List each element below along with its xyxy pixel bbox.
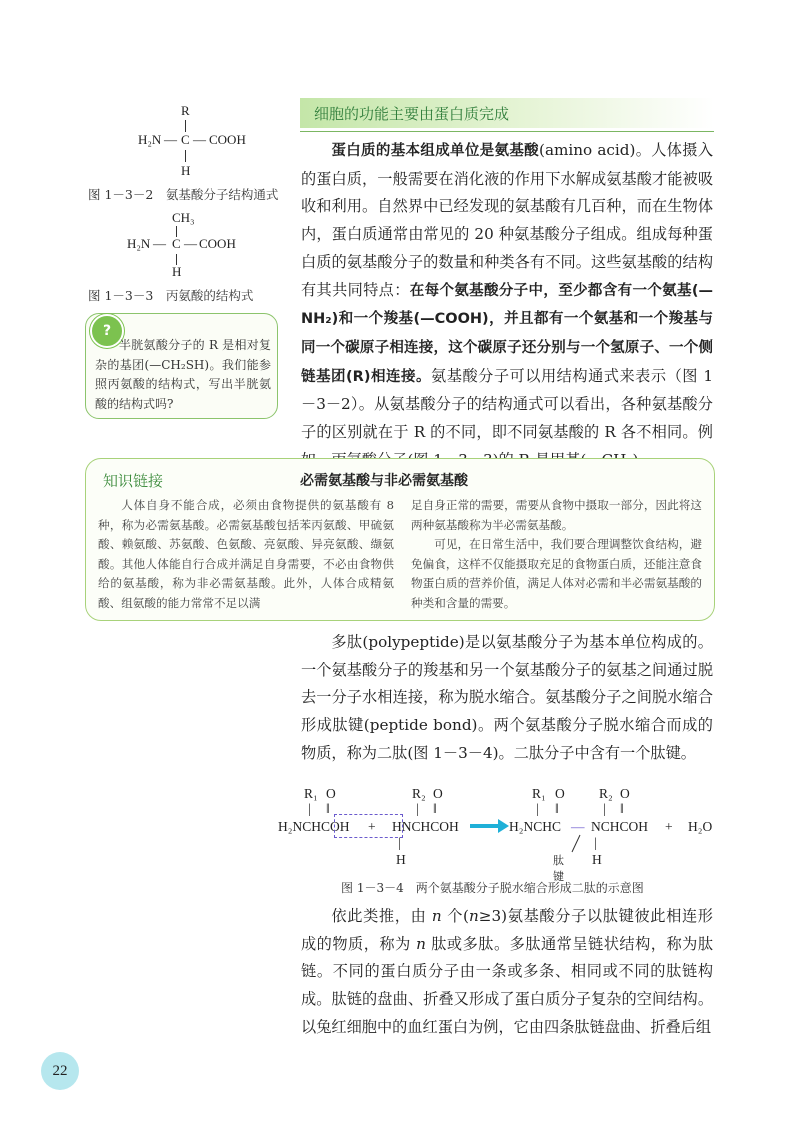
o1-label: O — [555, 786, 565, 801]
question-text: 半胱氨酸分子的 R 是相对复杂的基团(—CH₂SH)。我们能参照丙氨酸的结构式，写出半胱氨酸的结构式吗? — [95, 338, 271, 411]
var-n: n — [431, 907, 442, 925]
var-n: n — [416, 934, 426, 953]
formula-h2n: H₂N — [127, 236, 151, 251]
knowledge-link-col2-p2: 可见，在日常生活中，我们要合理调整饮食结构，避免偏食，这样不仅能摄取充足的食物蛋白质，还能注意食物蛋白质的营养价值，满足人体对必需和半必需氨基酸的种类和含量的需要。 — [411, 537, 702, 610]
bond-line — [185, 150, 186, 162]
text-run: ≥3)氨基酸分子以肽键彼此相连形成的物质，称为 — [301, 907, 713, 953]
formula-h2n: H₂N — [138, 132, 162, 147]
water-label: H₂O — [688, 819, 713, 834]
page-number: 22 — [41, 1052, 79, 1090]
r2-label: R₂ — [599, 786, 613, 801]
bond-single: | — [536, 801, 539, 816]
product-part-1: H₂NCHC — [509, 819, 561, 834]
bold-lead: 蛋白质的基本组成单位是氨基酸 — [331, 143, 540, 159]
paragraph-amino-acid — [301, 137, 713, 474]
section-header — [300, 98, 714, 128]
r1-label: R₁ — [532, 786, 546, 801]
knowledge-link-col1: 人体自身不能合成，必须由食物提供的氨基酸有 8 种，称为必需氨基酸。必需氨基酸包括苯丙氨酸、甲硫氨酸、赖氨酸、苏氨酸、色氨酸、亮氨酸、异亮氨酸、缬氨酸。其他人体能自行合成并满足自身需要，不必由食物供给的氨基酸，称为非必需氨基酸。此外，人体合成精氨酸、组氨酸的能力常常不足以满 — [98, 498, 394, 610]
h-label: H — [592, 852, 602, 867]
figure-caption-1-3-3: 图 1－3－3 丙氨酸的结构式 — [88, 288, 254, 303]
formula-dash: — — [153, 236, 166, 251]
text-run: 个( — [441, 907, 469, 925]
section-divider — [300, 131, 714, 132]
bond-single: | — [416, 801, 419, 816]
formula-c: C — [172, 236, 181, 251]
plus-sign: + — [368, 819, 376, 834]
reaction-arrow-icon — [470, 818, 510, 834]
peptide-bond-label: 肽键 — [553, 854, 564, 883]
formula-cooh: COOH — [209, 132, 246, 147]
plus-sign: + — [665, 819, 673, 834]
bond-line — [185, 120, 186, 132]
formula-cooh: COOH — [199, 236, 236, 251]
text-run: 氨基酸分子可以用结构通式来表示（图 1－3－2）。从氨基酸分子的结构通式可以看出，各种氨基酸分子的区别就在于 R 的不同，即不同氨基酸的 R 各不相同。例 — [301, 366, 713, 442]
formula-dash: — — [164, 132, 177, 147]
bond-single: | — [594, 835, 597, 850]
formula-h: H — [172, 264, 182, 279]
paragraph-peptide-chain — [301, 903, 713, 1042]
water-removal-box — [334, 814, 403, 838]
paragraph-polypeptide: 多肽(polypeptide)是以氨基酸分子为基本单位构成的。一个氨基酸分子的羧基和另一个氨基酸分子的氨基之间通过脱去一分子水相连接，称为脱水缩合。氨基酸分子之间脱水缩合形成肽键(peptide bond)。两个氨基酸分子脱水缩合而成的物质，称为二肽(图 1－3－4)。二肽分子中含有一个肽键。 — [301, 633, 713, 762]
bond-single: | — [603, 801, 606, 816]
reactant-1: H₂NCHCOH — [278, 819, 350, 834]
bond-single: | — [398, 835, 401, 850]
bold-statement: 在每个氨基酸分子中，至少都含有一个氨基(—NH₂)和一个羧基(—COOH)，并且都有一个氨基和一个羧基与同一个碳原子相连接，这个碳原子还分别与一个氢原子、一个侧链基团(R)相连接。 — [301, 282, 713, 385]
bond-double: ‖ — [620, 801, 624, 816]
figure-caption-1-3-4: 图 1－3－4 两个氨基酸分子脱水缩合形成二肽的示意图 — [341, 881, 644, 895]
text-run: (amino acid)。人体摄入的蛋白质，一般需要在消化液的作用下水解成氨基酸才能被吸收和利用。自然界中已经发现的氨基酸有几百种，而在生物体内，蛋白质通常由常见的 20 种氨基酸分子组成。组成每种蛋白质的氨基酸分子的数量和种类各有不同。这些氨基酸的结构有其共同特点： — [301, 141, 714, 299]
formula-ch3: CH₃ — [172, 210, 195, 225]
knowledge-link-col2-p1: 足自身正常的需要，需要从食物中摄取一部分，因此将这两种氨基酸称为半必需氨基酸。 — [411, 498, 702, 532]
section-title: 细胞的功能主要由蛋白质完成 — [314, 105, 510, 123]
figure-caption-1-3-2: 图 1－3－2 氨基酸分子结构通式 — [88, 187, 279, 202]
o1-label: O — [326, 786, 336, 801]
formula-r: R — [181, 103, 190, 118]
r2-label: R₂ — [412, 786, 426, 801]
o2-label: O — [433, 786, 443, 801]
peptide-bond-dash: — — [571, 819, 585, 834]
bond-single: | — [308, 801, 311, 816]
knowledge-link-title: 必需氨基酸与非必需氨基酸 — [300, 473, 468, 489]
text-run: 肽或多肽。多肽通常呈链状结构，称为肽链。不同的蛋白质分子由一条或多条、相同或不同的肽链构成。肽链的盘曲、折叠又形成了蛋白质分子复杂的空间结构。以兔红细胞中的血红蛋白为例，它由四条肽链盘曲、折叠后组 — [301, 934, 714, 1036]
h-label: H — [396, 852, 406, 867]
formula-dash: — — [193, 132, 206, 147]
var-n: n — [468, 907, 479, 925]
bond-double: ‖ — [433, 801, 437, 816]
text-run: 依此类推，由 — [331, 907, 432, 925]
o2-label: O — [620, 786, 630, 801]
formula-c: C — [181, 132, 190, 147]
question-icon: ? — [90, 314, 124, 348]
knowledge-link-col2 — [411, 496, 702, 614]
bond-double: ‖ — [326, 801, 330, 816]
bond-double: ‖ — [555, 801, 559, 816]
formula-h: H — [181, 163, 191, 178]
reactant-2: HNCHCOH — [392, 819, 459, 834]
product-part-2: NCHCOH — [591, 819, 649, 834]
knowledge-link-header: 知识链接 — [103, 472, 164, 490]
formula-dash: — — [184, 236, 197, 251]
pointer-line — [568, 834, 584, 854]
r1-label: R₁ — [304, 786, 318, 801]
